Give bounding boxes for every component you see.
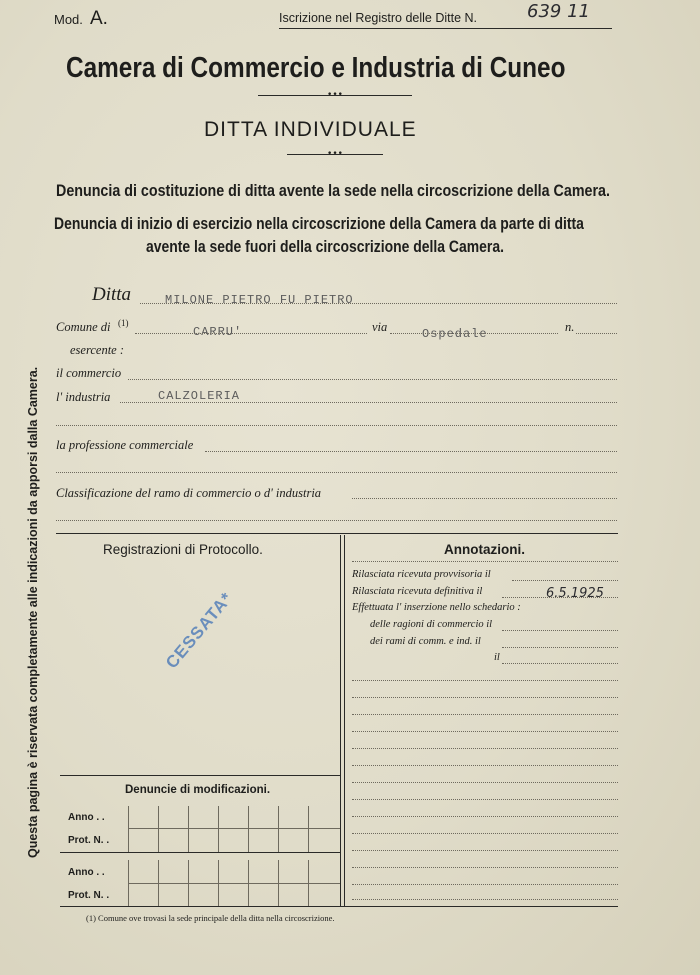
declaration-one: Denuncia di costituzione di ditta avente la sede nella circoscrizione della Camera. [56,181,610,200]
annot-rule-6 [502,663,618,664]
annot-blank-5 [352,748,618,749]
annot-blank-12 [352,867,618,868]
form-type-title: DITTA INDIVIDUALE [204,118,417,141]
cessata-stamp: CESSATA* [162,588,237,673]
blank-line-2 [56,472,617,473]
modif-col-b6 [278,860,279,906]
annot-rule-0 [352,561,618,562]
modif-col-b4 [218,860,219,906]
annot-blank-13 [352,884,618,885]
modif-col-a5 [248,806,249,852]
annot-blank-8 [352,799,618,800]
commercio-label: il commercio [56,366,122,380]
box-bottom-rule [60,906,618,907]
modif-col-b5 [248,860,249,906]
modif-col-b7 [308,860,309,906]
modif-row-2: Prot. N. . [68,835,110,846]
annot-blank-10 [352,833,618,834]
annot-line-1: Rilasciata ricevuta provvisoria il [352,569,491,580]
modif-top-rule [60,775,340,776]
annot-rule-2 [502,597,618,598]
modif-col-b1 [128,860,129,906]
comune-label: Comune di [56,320,111,334]
registry-label: Iscrizione nel Registro delle Ditte N. [279,11,477,25]
modif-col-a2 [158,806,159,852]
comune-value: CARRU' [193,325,243,339]
ditta-label: Ditta [92,284,132,305]
modif-col-a6 [278,806,279,852]
industria-line [120,402,617,403]
classificazione-label: Classificazione del ramo di commercio o d' industria [56,486,322,500]
registry-number: 639 11 [527,1,590,22]
annot-blank-11 [352,850,618,851]
annotazioni-heading: Annotazioni. [444,542,525,557]
annot-line-5: dei rami di comm. e ind. il [370,636,481,647]
via-label: via [372,320,388,334]
mod-letter: A. [90,8,108,29]
ditta-value: MILONE PIETRO FU PIETRO [165,293,354,307]
comune-footnote-ref: (1) [118,318,129,328]
annot-blank-1 [352,680,618,681]
box-divider-2 [344,535,345,907]
annot-blank-9 [352,816,618,817]
title-divider: ••• [258,92,412,99]
modif-col-a1 [128,806,129,852]
chamber-title: Camera di Commercio e Industria di Cuneo [66,52,566,84]
mod-label: Mod. [54,12,83,27]
annot-rule-5 [502,647,618,648]
box-top-rule [56,533,618,534]
esercente-label: esercente : [70,343,125,357]
annot-blank-2 [352,697,618,698]
annot-blank-14 [352,899,618,900]
annot-line-6: il [494,652,500,663]
modif-col-a3 [188,806,189,852]
modif-row-1: Anno . . [68,812,105,823]
industria-label: l' industria [56,390,111,404]
numero-line [576,333,617,334]
modif-heading: Denuncie di modificazioni. [125,784,271,796]
classificazione-line [352,498,617,499]
subtitle-divider: ••• [287,151,383,158]
ditta-line [140,303,617,304]
protocollo-heading: Registrazioni di Protocollo. [103,542,263,557]
modif-row-3: Anno . . [68,867,105,878]
annot-blank-7 [352,782,618,783]
annot-blank-3 [352,714,618,715]
modif-col-b2 [158,860,159,906]
modif-mid-rule [60,852,340,853]
commercio-line [128,379,617,380]
via-line [390,333,558,334]
comune-line [135,333,367,334]
modif-col-a4 [218,806,219,852]
registry-underline [279,28,612,29]
annot-rule-4 [502,630,618,631]
annot-line-2: Rilasciata ricevuta definitiva il [352,586,483,597]
footnote: (1) Comune ove trovasi la sede principale della ditta nella circoscrizione. [86,913,335,923]
blank-line-1 [56,425,617,426]
industria-value: CALZOLERIA [158,389,241,403]
declaration-two-a: Denuncia di inizio di esercizio nella circoscrizione della Camera da parte di ditta [54,214,584,233]
annot-blank-6 [352,765,618,766]
numero-label: n. [565,320,575,334]
blank-line-3 [56,520,617,521]
annot-rule-1 [512,580,618,581]
annot-blank-4 [352,731,618,732]
professione-label: la professione commerciale [56,438,194,452]
box-divider-1 [340,535,341,907]
professione-line [205,451,617,452]
side-note: Questa pagina è riservata completamente alle indicazioni da apporsi dalla Camera. [26,366,40,858]
declaration-two-b: avente la sede fuori della circoscrizione della Camera. [146,237,504,256]
annot-line-4: delle ragioni di commercio il [370,619,493,630]
modif-col-a7 [308,806,309,852]
modif-row-4: Prot. N. . [68,890,110,901]
modif-col-b3 [188,860,189,906]
annot-line-2-date: 6.5.1925 [546,586,604,601]
via-value: Ospedale [422,327,488,341]
annot-line-3: Effettuata l' inserzione nello schedario : [352,602,521,613]
